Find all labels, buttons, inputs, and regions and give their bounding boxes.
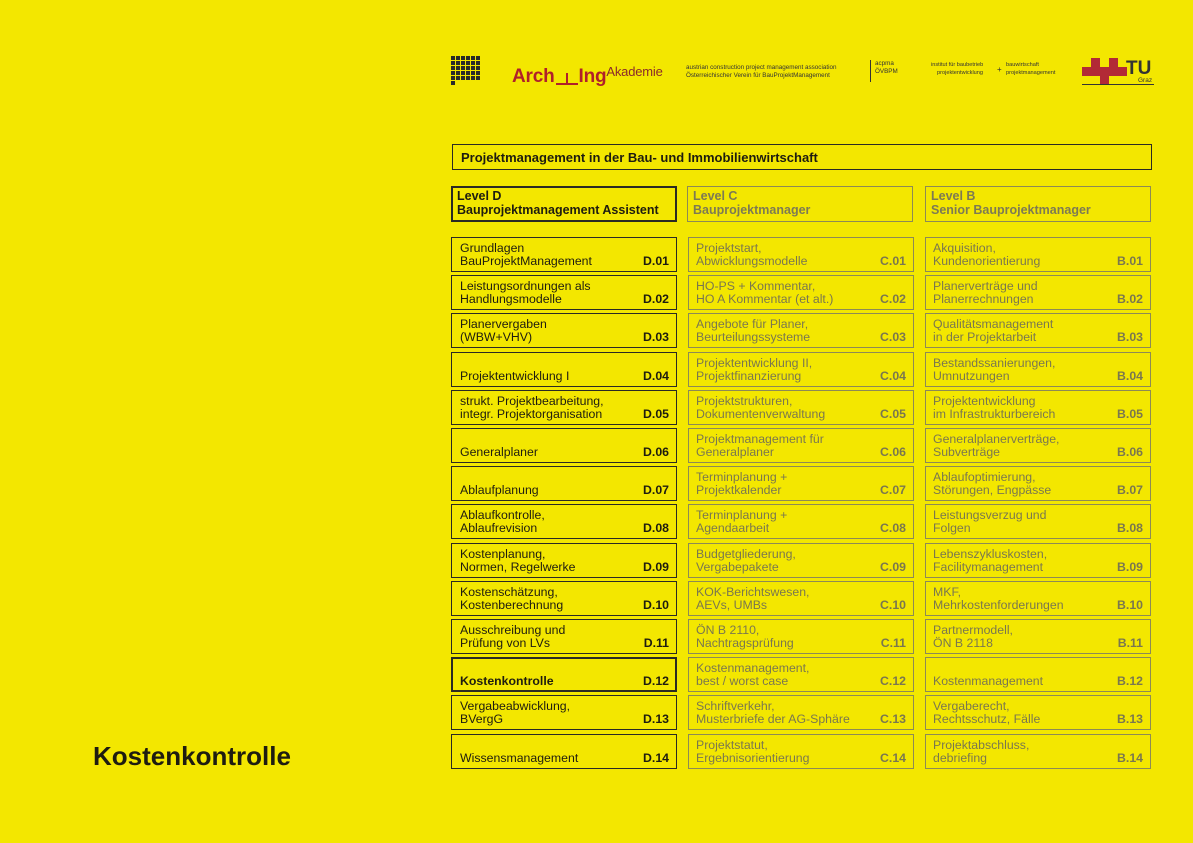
- module-title-line-1: Kostenplanung,: [460, 547, 546, 561]
- module-cell: [688, 428, 914, 463]
- grid-dot: [461, 61, 465, 65]
- module-title-line-1: Projektstart,: [696, 241, 762, 255]
- module-title-line-2: Kundenorientierung: [933, 254, 1041, 268]
- module-code: B.03: [1117, 330, 1143, 344]
- module-title-line-2: Projektkalender: [696, 483, 782, 497]
- module-cell: [925, 352, 1151, 387]
- module-code: D.01: [643, 254, 669, 268]
- module-title-line-2: BVergG: [460, 712, 504, 726]
- module-title-line-2: best / worst case: [696, 674, 789, 688]
- module-title: [460, 548, 576, 574]
- module-title-line-1: ÖN B 2110,: [696, 623, 760, 637]
- module-title: [933, 242, 1040, 268]
- module-cell: [451, 504, 677, 539]
- module-cell: [688, 695, 914, 730]
- module-title: [933, 280, 1038, 306]
- module-title-line-2: in der Projektarbeit: [933, 330, 1037, 344]
- module-code: C.01: [880, 254, 906, 268]
- module-cell: [688, 313, 914, 348]
- module-title: [933, 318, 1053, 344]
- module-title-line-1: Projektstrukturen,: [696, 394, 793, 408]
- level-b-header: [925, 186, 1151, 222]
- module-code: D.13: [643, 712, 669, 726]
- module-cell: [925, 275, 1151, 310]
- module-code: D.02: [643, 292, 669, 306]
- grid-dot: [461, 66, 465, 70]
- grid-dot: [476, 56, 480, 60]
- logo-text: Ing: [578, 66, 607, 87]
- module-code: B.11: [1117, 636, 1143, 650]
- module-title: [933, 700, 1040, 726]
- module-title-line-2: Planerrechnungen: [933, 292, 1034, 306]
- module-title-line-2: Vergabepakete: [696, 560, 779, 574]
- module-title-line-2: Prüfung von LVs: [460, 636, 551, 650]
- grid-dot: [471, 66, 475, 70]
- grid-dot: [451, 61, 455, 65]
- institute-line-4: projektmanagement: [1006, 70, 1056, 76]
- module-title-line-2: im Infrastrukturbereich: [933, 407, 1056, 421]
- grid-dot: [451, 76, 455, 80]
- module-title-line-2: Mehrkostenforderungen: [933, 598, 1064, 612]
- grid-dot: [456, 66, 460, 70]
- module-title-line-2: Kostenberechnung: [460, 598, 564, 612]
- grid-dot: [461, 71, 465, 75]
- grid-dot: [466, 76, 470, 80]
- module-title: [933, 471, 1051, 497]
- module-title-line-2: Facilitymanagement: [933, 560, 1044, 574]
- module-cell: [451, 428, 677, 463]
- acpma-abbr: acpma: [875, 60, 894, 67]
- grid-dot: [456, 71, 460, 75]
- module-title: [460, 586, 563, 612]
- grid-dot: [476, 66, 480, 70]
- module-title-line-1: Generalplanerverträge,: [933, 432, 1060, 446]
- graz-text: Graz: [1138, 77, 1153, 84]
- tu-graz-logo: [1082, 58, 1154, 86]
- module-code: C.08: [880, 521, 906, 535]
- module-code: B.04: [1117, 369, 1143, 383]
- module-title-line-2: debriefing: [933, 751, 988, 765]
- module-code: B.13: [1117, 712, 1143, 726]
- module-title-line-1: Budgetgliederung,: [696, 547, 796, 561]
- tu-text: TU: [1126, 58, 1152, 79]
- arching-akademie-logo: [512, 64, 663, 88]
- module-title-line-1: Projektmanagement für: [696, 432, 824, 446]
- module-title: [460, 700, 570, 726]
- module-title: [933, 433, 1059, 459]
- module-title: [933, 675, 1043, 688]
- module-cell: [925, 237, 1151, 272]
- level-c-header: [687, 186, 913, 222]
- module-cell: [925, 390, 1151, 425]
- module-title-line-2: HO A Kommentar (et alt.): [696, 292, 834, 306]
- module-title-line-1: Kostenmanagement,: [696, 661, 810, 675]
- module-title: [696, 318, 810, 344]
- grid-dot: [476, 71, 480, 75]
- module-title-line-2: Generalplaner: [460, 445, 538, 459]
- module-title: [460, 280, 591, 306]
- module-cell: [925, 695, 1151, 730]
- module-title: [696, 739, 809, 765]
- institute-logo: [931, 61, 1056, 77]
- module-title: [696, 280, 833, 306]
- module-code: C.06: [880, 445, 906, 459]
- module-title-line-1: Planervergaben: [460, 317, 547, 331]
- level-label: Level B: [931, 189, 976, 203]
- module-title-line-1: Leistungsordnungen als: [460, 279, 591, 293]
- module-title-line-1: Terminplanung +: [696, 470, 788, 484]
- module-cell: [451, 619, 677, 654]
- module-title: [460, 318, 547, 344]
- module-code: D.09: [643, 560, 669, 574]
- module-title-line-1: Angebote für Planer,: [696, 317, 809, 331]
- module-title-line-2: BauProjektManagement: [460, 254, 592, 268]
- institute-plus: +: [997, 65, 1002, 74]
- module-title-line-1: Planerverträge und: [933, 279, 1038, 293]
- module-code: D.05: [643, 407, 669, 421]
- grid-dot: [456, 61, 460, 65]
- grid-dot: [466, 61, 470, 65]
- module-code: B.14: [1117, 751, 1143, 765]
- module-code: C.09: [880, 560, 906, 574]
- module-title: [696, 700, 850, 726]
- module-title: [696, 624, 794, 650]
- grid-dot: [451, 71, 455, 75]
- tu-square-icon: [1082, 67, 1091, 76]
- module-title-line-2: Nachtragsprüfung: [696, 636, 794, 650]
- module-title-line-1: Schriftverkehr,: [696, 699, 775, 713]
- module-code: B.10: [1117, 598, 1143, 612]
- module-title-line-1: Lebenszykluskosten,: [933, 547, 1048, 561]
- module-code: B.06: [1117, 445, 1143, 459]
- module-code: B.08: [1117, 521, 1143, 535]
- module-cell: [925, 619, 1151, 654]
- module-code: C.05: [880, 407, 906, 421]
- module-title: [933, 624, 1013, 650]
- module-title: [460, 752, 578, 765]
- module-title-line-2: Störungen, Engpässe: [933, 483, 1052, 497]
- module-cell: [451, 734, 677, 769]
- module-cell: [688, 543, 914, 578]
- module-title-line-1: HO-PS + Kommentar,: [696, 279, 816, 293]
- module-title-line-1: Kostenschätzung,: [460, 585, 558, 599]
- module-title: [696, 662, 809, 688]
- module-cell: [925, 313, 1151, 348]
- module-title-line-1: MKF,: [933, 585, 962, 599]
- module-title: [696, 548, 796, 574]
- grid-dot: [451, 81, 455, 85]
- module-title: [696, 471, 787, 497]
- module-title: [933, 357, 1055, 383]
- module-code: B.07: [1117, 483, 1143, 497]
- module-title: [460, 446, 538, 459]
- institute-line-3: bauwirtschaft: [1006, 62, 1039, 68]
- module-title-line-2: Ablaufrevision: [460, 521, 538, 535]
- module-title-line-2: ÖN B 2118: [933, 636, 993, 650]
- module-code: D.12: [643, 674, 669, 688]
- module-cell: [451, 275, 677, 310]
- module-title-line-1: Grundlagen: [460, 241, 525, 255]
- module-title-line-1: Ablaufoptimierung,: [933, 470, 1036, 484]
- module-cell: [451, 390, 677, 425]
- module-title: [696, 433, 824, 459]
- module-code: B.12: [1117, 674, 1143, 688]
- module-title: [460, 624, 565, 650]
- module-title: [933, 586, 1064, 612]
- module-cell: [688, 581, 914, 616]
- module-title-line-1: Qualitätsmanagement: [933, 317, 1054, 331]
- module-title-line-2: Umnutzungen: [933, 369, 1010, 383]
- module-title-line-2: integr. Projektorganisation: [460, 407, 603, 421]
- ovbpm-abbr: ÖVBPM: [875, 68, 898, 75]
- module-cell: [925, 657, 1151, 692]
- module-cell: [451, 695, 677, 730]
- module-code: B.02: [1117, 292, 1143, 306]
- module-title-line-2: (WBW+VHV): [460, 330, 533, 344]
- module-title: [696, 395, 825, 421]
- module-title-line-2: Normen, Regelwerke: [460, 560, 576, 574]
- module-cell: [451, 352, 677, 387]
- tu-square-icon: [1109, 58, 1118, 67]
- acpma-abbreviation: [870, 60, 898, 82]
- module-code: C.11: [880, 636, 906, 650]
- module-title-line-1: Projektabschluss,: [933, 738, 1030, 752]
- module-title: [933, 509, 1046, 535]
- module-title: [696, 586, 809, 612]
- module-cell: [451, 581, 677, 616]
- level-title: Bauprojektmanager: [693, 203, 811, 217]
- module-cell: [925, 504, 1151, 539]
- module-title-line-1: Terminplanung +: [696, 508, 788, 522]
- module-title-line-2: Wissensmanagement: [460, 751, 579, 765]
- module-cell: [688, 275, 914, 310]
- module-title: [933, 395, 1055, 421]
- module-title: [460, 395, 604, 421]
- module-code: C.12: [880, 674, 906, 688]
- module-title-line-1: Akquisition,: [933, 241, 996, 255]
- grid-dot: [451, 56, 455, 60]
- grid-dot: [461, 56, 465, 60]
- module-cell: [451, 313, 677, 348]
- module-code: D.06: [643, 445, 669, 459]
- module-title: [460, 242, 592, 268]
- tu-square-icon: [1091, 58, 1100, 67]
- module-code: D.03: [643, 330, 669, 344]
- module-code: B.09: [1117, 560, 1143, 574]
- pmt-grid-logo: [451, 56, 481, 86]
- module-code: C.10: [880, 598, 906, 612]
- grid-dot: [456, 76, 460, 80]
- module-title-line-2: Ablaufplanung: [460, 483, 539, 497]
- tu-square-icon: [1100, 67, 1109, 76]
- module-code: C.02: [880, 292, 906, 306]
- module-cell: [925, 428, 1151, 463]
- level-label: Level C: [693, 189, 738, 203]
- module-title-line-2: Agendaarbeit: [696, 521, 770, 535]
- module-title-line-2: AEVs, UMBs: [696, 598, 768, 612]
- module-cell: [451, 657, 677, 692]
- module-title: [933, 739, 1029, 765]
- module-cell: [688, 352, 914, 387]
- module-cell: [925, 734, 1151, 769]
- module-title-line-1: Projektentwicklung: [933, 394, 1036, 408]
- module-code: C.03: [880, 330, 906, 344]
- level-title: Bauprojektmanagement Assistent: [457, 203, 659, 217]
- grid-dot: [471, 76, 475, 80]
- module-code: C.13: [880, 712, 906, 726]
- module-cell: [451, 237, 677, 272]
- module-cell: [925, 466, 1151, 501]
- grid-dot: [461, 76, 465, 80]
- module-code: D.10: [643, 598, 669, 612]
- module-cell: [688, 390, 914, 425]
- module-code: B.05: [1117, 407, 1143, 421]
- grid-dot: [476, 76, 480, 80]
- acpma-line-2: Österreichischer Verein für BauProjektManagement: [686, 72, 830, 79]
- tu-underline: [1082, 84, 1154, 85]
- module-cell: [688, 657, 914, 692]
- module-title-line-2: Kostenmanagement: [933, 674, 1044, 688]
- module-code: D.04: [643, 369, 669, 383]
- module-code: C.04: [880, 369, 906, 383]
- logo-text: Arch: [512, 66, 555, 87]
- institute-line-1: institut für baubetrieb: [931, 62, 984, 68]
- module-title-line-1: Bestandssanierungen,: [933, 356, 1056, 370]
- logo-text: Akademie: [606, 64, 663, 79]
- module-title-line-2: Projektentwicklung I: [460, 369, 570, 383]
- level-label: Level D: [457, 189, 502, 203]
- module-title-line-1: Vergabeabwicklung,: [460, 699, 571, 713]
- module-code: B.01: [1117, 254, 1143, 268]
- module-title-line-1: Partnermodell,: [933, 623, 1013, 637]
- module-title-line-1: Vergaberecht,: [933, 699, 1010, 713]
- module-cell: [925, 581, 1151, 616]
- grid-dot: [476, 61, 480, 65]
- module-title-line-1: Leistungsverzug und: [933, 508, 1047, 522]
- module-title-line-2: Dokumentenverwaltung: [696, 407, 826, 421]
- grid-dot: [456, 56, 460, 60]
- module-title: [696, 242, 807, 268]
- grid-dot: [466, 66, 470, 70]
- page-title: Kostenkontrolle: [93, 741, 291, 771]
- module-title-line-2: Generalplaner: [696, 445, 774, 459]
- grid-dot: [466, 71, 470, 75]
- module-title-line-1: Ablaufkontrolle,: [460, 508, 545, 522]
- module-title-line-1: strukt. Projektbearbeitung,: [460, 394, 604, 408]
- level-d-header: [451, 186, 677, 222]
- grid-dot: [471, 61, 475, 65]
- module-code: D.11: [643, 636, 669, 650]
- module-title-line-2: Ergebnisorientierung: [696, 751, 810, 765]
- module-title-line-1: Projektstatut,: [696, 738, 768, 752]
- module-title: [460, 484, 539, 497]
- level-title: Senior Bauprojektmanager: [931, 203, 1091, 217]
- module-cell: [688, 237, 914, 272]
- module-title-line-2: Musterbriefe der AG-Sphäre: [696, 712, 850, 726]
- module-title-line-2: Projektfinanzierung: [696, 369, 802, 383]
- grid-dot: [466, 56, 470, 60]
- module-code: C.14: [880, 751, 906, 765]
- module-cell: [688, 466, 914, 501]
- module-title-line-2: Abwicklungsmodelle: [696, 254, 808, 268]
- tu-square-icon: [1109, 67, 1118, 76]
- module-title: [933, 548, 1047, 574]
- grid-dot: [471, 71, 475, 75]
- arching-mark-icon: [556, 69, 578, 85]
- module-code: D.14: [643, 751, 669, 765]
- module-cell: [451, 543, 677, 578]
- module-title: [696, 357, 812, 383]
- module-code: C.07: [880, 483, 906, 497]
- module-code: D.08: [643, 521, 669, 535]
- module-code: D.07: [643, 483, 669, 497]
- module-title: [460, 509, 545, 535]
- module-title-line-2: Rechtsschutz, Fälle: [933, 712, 1041, 726]
- module-cell: [451, 466, 677, 501]
- institute-line-2: projektentwicklung: [937, 70, 984, 76]
- grid-dot: [451, 66, 455, 70]
- module-title: [460, 370, 569, 383]
- module-title-line-2: Handlungsmodelle: [460, 292, 562, 306]
- module-cell: [925, 543, 1151, 578]
- module-cell: [688, 734, 914, 769]
- module-cell: [688, 504, 914, 539]
- module-title-line-2: Folgen: [933, 521, 971, 535]
- module-title-line-2: Subverträge: [933, 445, 1000, 459]
- module-title: [696, 509, 787, 535]
- tu-square-icon: [1091, 67, 1100, 76]
- module-title-line-1: KOK-Berichtswesen,: [696, 585, 810, 599]
- module-cell: [688, 619, 914, 654]
- module-title: [460, 675, 554, 688]
- acpma-logo-text: [686, 64, 837, 80]
- program-header: Projektmanagement in der Bau- und Immobilienwirtschaft: [452, 144, 1152, 170]
- module-title-line-2: Beurteilungssysteme: [696, 330, 811, 344]
- grid-dot: [471, 56, 475, 60]
- module-title-line-2: Kostenkontrolle: [460, 674, 554, 688]
- module-title-line-1: Projektentwicklung II,: [696, 356, 813, 370]
- acpma-line-1: austrian construction project management association: [686, 64, 837, 71]
- module-title-line-1: Ausschreibung und: [460, 623, 566, 637]
